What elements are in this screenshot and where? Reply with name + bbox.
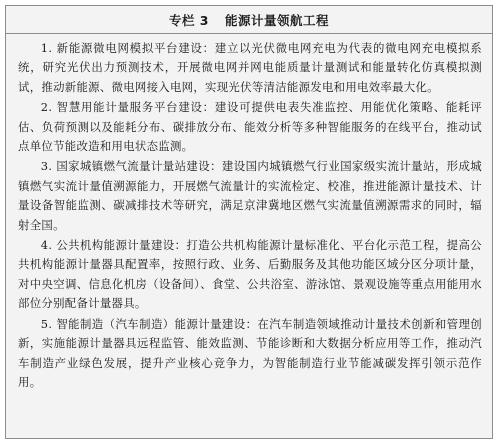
box-label: 专栏 3 [168,12,210,28]
paragraph-item-4: 4. 公共机构能源计量建设：打造公共机构能源计量标准化、平台化示范工程，提高公共机构能源计量器具配置率，按照行政、业务、后勤服务及其他功能区域分区分项计量，对中央空调、信息化机房（设备间）、食堂、公共浴室、游泳馆、景观设施等重点用能用水部位分别配备计量器具。 [18,238,482,311]
box-title: 能源计量领航工程 [225,12,330,28]
paragraph-item-1: 1. 新能源微电网模拟平台建设：建立以光伏微电网充电为代表的微电网充电模拟系统，研究光伏出力预测技术，开展微电网并网电能质量计量测试和能量转化仿真模拟测试，推动新能源、微电网接入电网，实现光伏等清洁能源发电和用电效率最大化。 [18,41,482,94]
box-body [18,39,482,393]
paragraph-item-5: 5. 智能制造（汽车制造）能源计量建设：在汽车制造领域推动计量技术创新和管理创新，实施能源计量器具远程监管、能效监测、节能诊断和大数据分析应用等工作，推动汽车制造产业绿色发展，提升产业核心竞争力，为智能制造行业节能减碳发挥引领示范作用。 [18,316,482,389]
box-header [6,6,492,34]
paragraph-item-2: 2. 智慧用能计量服务平台建设：建设可提供电表失准监控、用能优化策略、能耗评估、负荷预测以及能耗分布、碳排放分布、能效分析等多种智能服务的在线平台，推动试点单位节能改造和用电状态监测。 [18,100,482,154]
feature-box [5,5,493,439]
paragraph-item-3: 3. 国家城镇燃气流量计量站建设：建设国内城镇燃气行业国家级实流计量站，形成城镇燃气实流计量值溯源能力，开展燃气流量计的实流检定、校准，推进能源计量技术、计量设备智能监测、碳减排技术等研究，满足京津冀地区燃气实流量值溯源需求的同时，辐射全国。 [18,159,482,232]
